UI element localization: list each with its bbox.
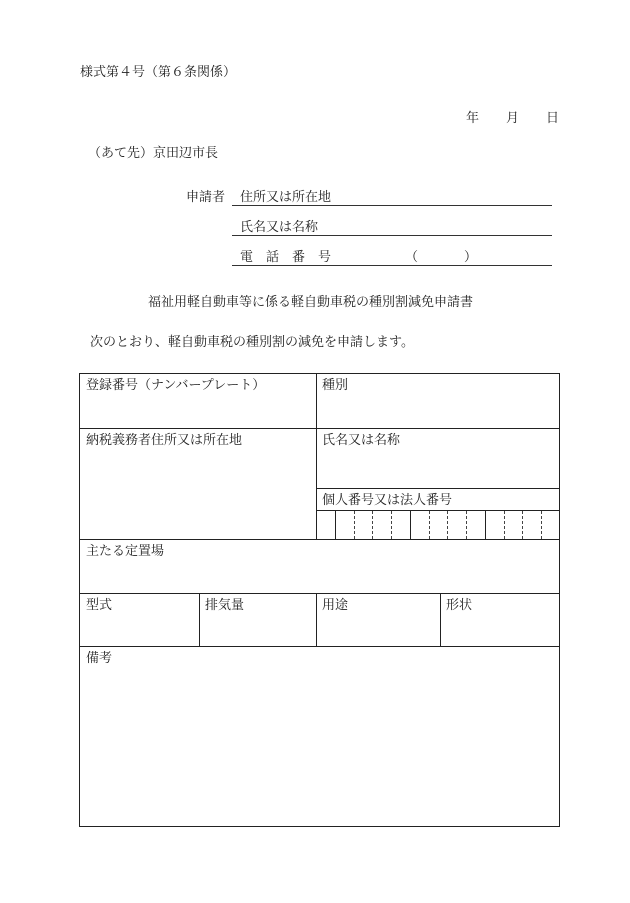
applicant-name-field[interactable] [232,235,552,236]
digit-divider [447,511,448,539]
storage-location-label: 主たる定置場 [86,544,165,559]
model-label: 型式 [86,598,113,613]
phone-paren-open: （ [405,250,419,265]
displacement-label: 排気量 [205,598,245,613]
applicant-address-field[interactable] [232,205,552,206]
digit-divider [504,511,505,539]
date-day-label: 日 [546,111,560,126]
applicant-phone-field[interactable] [232,265,552,266]
row-divider [80,428,559,429]
document-title: 福祉用軽自動車等に係る軽自動車税の種別割減免申請書 [148,295,474,310]
digit-divider [335,511,336,539]
digit-divider [429,511,430,539]
column-divider [440,593,441,646]
type-label: 種別 [322,378,349,393]
applicant-address-label: 住所又は所在地 [240,190,332,205]
digit-divider [354,511,355,539]
remarks-label: 備考 [86,651,113,666]
personal-number-label: 個人番号又は法人番号 [322,493,453,508]
usage-label: 用途 [322,598,349,613]
digit-divider [466,511,467,539]
shape-label: 形状 [446,598,473,613]
row-divider [80,646,559,647]
intro-text: 次のとおり、軽自動車税の種別割の減免を申請します。 [90,335,414,350]
date-month-label: 月 [506,111,520,126]
form-number: 様式第４号（第６条関係） [80,65,237,80]
date-line [0,107,630,126]
row-divider [80,593,559,594]
column-divider [316,593,317,646]
addressee: （あて先）京田辺市長 [88,146,219,161]
applicant-phone-label: 電 話 番 号 [240,250,332,265]
applicant-label: 申請者 [186,190,226,205]
taxpayer-name-label: 氏名又は名称 [322,433,401,448]
date-year-label: 年 [466,111,480,126]
digit-divider [541,511,542,539]
personal-number-boxes[interactable] [317,511,559,539]
row-divider [80,539,559,540]
taxpayer-address-label: 納税義務者住所又は所在地 [86,433,243,448]
phone-paren-close: ） [464,250,478,265]
digit-divider [391,511,392,539]
row-divider [317,488,559,489]
digit-divider [372,511,373,539]
registration-number-label: 登録番号（ナンバープレート） [86,378,266,393]
column-divider [199,593,200,646]
applicant-name-label: 氏名又は名称 [240,220,319,235]
application-table [79,373,560,827]
digit-divider [410,511,411,539]
digit-divider [485,511,486,539]
digit-divider [522,511,523,539]
